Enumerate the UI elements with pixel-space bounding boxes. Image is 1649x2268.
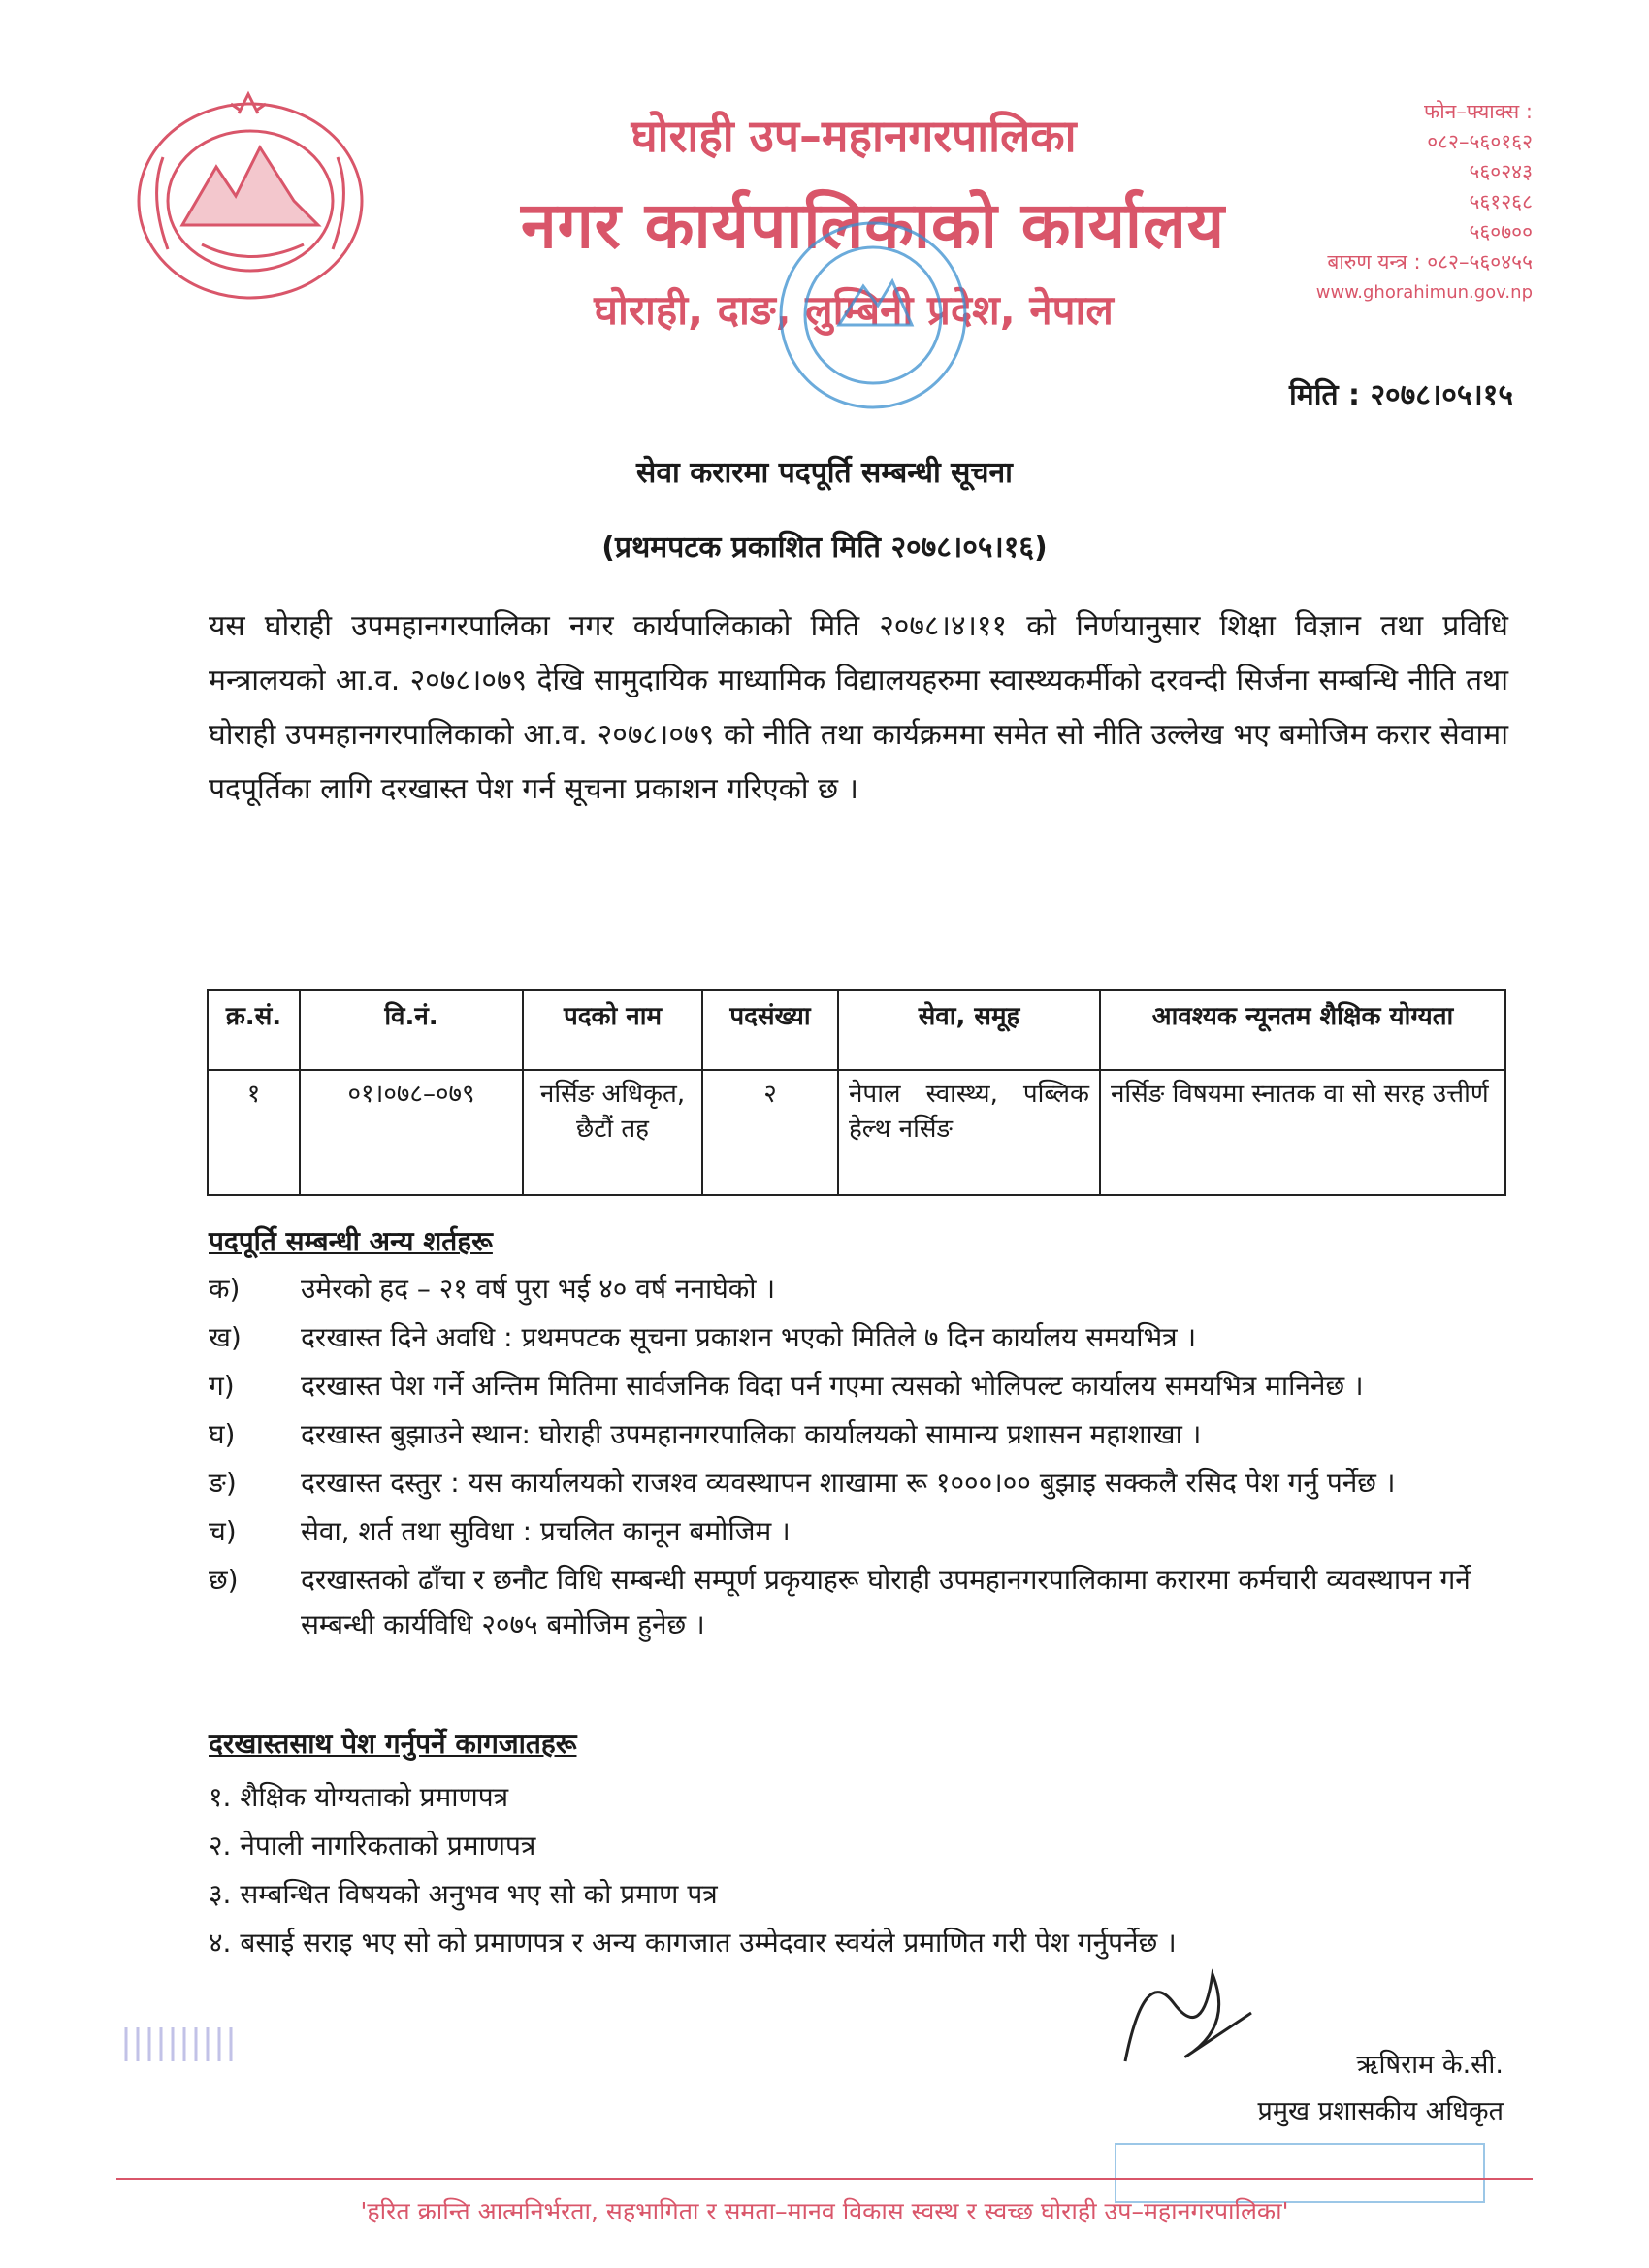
list-item [209,1461,1508,1506]
list-item [209,1558,1508,1647]
list-item [209,1364,1508,1409]
item-label: ग) [209,1370,235,1402]
contact-block [1300,97,1533,308]
cell-post: नर्सिङ अधिकृत, छैटौं तह [523,1070,702,1195]
phone-2: ५६०२४३ [1469,160,1533,183]
col-post: पदको नाम [523,990,702,1070]
documents-heading: दरखास्तसाथ पेश गर्नुपर्ने कागजातहरू [209,1728,577,1760]
phone-3: ५६१२६८ [1469,190,1533,213]
website-link[interactable]: www.ghorahimun.gov.np [1315,282,1533,303]
signatory-name: ऋषिराम के.सी. [1356,2050,1504,2080]
col-service: सेवा, समूह [838,990,1100,1070]
contact-label: फोन–फ्याक्स : [1424,100,1533,123]
item-text: दरखास्त दिने अवधि : प्रथमपटक सूचना प्रकाशन भएको मितिले ७ दिन कार्यालय समयभित्र । [301,1321,1197,1353]
item-label: क) [209,1273,241,1305]
cell-sn: १ [208,1070,300,1195]
list-item: ३. सम्बन्धित विषयको अनुभव भए सो को प्रमाण पत्र [209,1878,718,1910]
list-item [209,1315,1508,1360]
notice-subject: सेवा करारमा पदपूर्ति सम्बन्धी सूचना [636,456,1013,490]
documents-list [209,1773,1508,1967]
cell-qualification: नर्सिङ विषयमा स्नातक वा सो सरह उत्तीर्ण [1100,1070,1505,1195]
cell-adv-no: ०१।०७८–०७९ [300,1070,523,1195]
col-count: पदसंख्या [702,990,838,1070]
municipality-emblem [124,89,376,308]
item-label: घ) [209,1418,236,1450]
org-name-line1: घोराही उप–महानगरपालिका [630,110,1077,162]
col-adv-no: वि.नं. [300,990,523,1070]
footer-slogan: 'हरित क्रान्ति आत्मनिर्भरता, सहभागिता र समता–मानव विकास स्वस्थ र स्वच्छ घोराही उप–महानगरपालिका' [360,2197,1289,2225]
org-name-line2: नगर कार्यपालिकाको कार्यालय [521,188,1225,263]
item-label: ख) [209,1321,242,1353]
item-label: छ) [209,1564,239,1596]
office-seal-stamp [766,209,980,422]
conditions-section [209,1222,1508,1651]
list-item [209,1509,1508,1554]
list-item [209,1412,1508,1457]
notice-paragraph: यस घोराही उपमहानगरपालिका नगर कार्यपालिकाको मिति २०७८।४।११ को निर्णयानुसार शिक्षा विज्ञान तथा प्रविधि मन्त्रालयको आ.व. २०७८।०७९ देखि सामुदायिक माध्यामिक विद्यालयहरुमा स्वास्थ्यकर्मीको दरवन्दी सिर्जना सम्बन्धि नीति तथा घोराही उपमहानगरपालिकाको आ.व. २०७८।०७९ को नीति तथा कार्यक्रममा समेत सो नीति उल्लेख भए बमोजिम करार सेवामा पदपूर्तिका लागि दरखास्त पेश गर्न सूचना प्रकाशन गरिएको छ । [209,609,1508,806]
conditions-heading: पदपूर्ति सम्बन्धी अन्य शर्तहरू [209,1225,493,1257]
vacancy-table [207,989,1506,1196]
phone-1: ०८२–५६०१६२ [1427,130,1533,153]
item-text: दरखास्तको ढाँचा र छनौट विधि सम्बन्धी सम्पूर्ण प्रकृयाहरू घोराही उपमहानगरपालिकामा करारमा कर्मचारी व्यवस्थापन गर्ने सम्बन्धी कार्यविधि २०७५ बमोजिम हुनेछ । [301,1564,1471,1640]
list-item: ४. बसाई सराइ भए सो को प्रमाणपत्र र अन्य कागजात उम्मेदवार स्वयंले प्रमाणित गरी पेश गर्नुपर्नेछ । [209,1927,1177,1959]
col-sn: क्र.सं. [208,990,300,1070]
first-published-date: (प्रथमपटक प्रकाशित मिति २०७८।०५।१६) [601,531,1048,565]
org-address: घोराही, दाङ, लुम्बिनी प्रदेश, नेपाल [594,286,1114,334]
phone-4: ५६०७०० [1469,220,1533,243]
notice-date: मिति : २०७८।०५।१५ [1288,378,1513,412]
cell-service: नेपाल स्वास्थ्य, पब्लिक हेल्थ नर्सिङ [838,1070,1100,1195]
scan-smudge [116,2023,427,2066]
fire-phone: बारुण यन्त्र : ०८२–५६०४५५ [1327,250,1533,274]
table-header-row [208,990,1505,1070]
signatory-title: प्रमुख प्रशासकीय अधिकृत [1257,2096,1504,2126]
footer-divider [116,2178,1533,2180]
list-item [209,1267,1508,1312]
list-item: २. नेपाली नागरिकताको प्रमाणपत्र [209,1830,536,1862]
table-row [208,1070,1505,1195]
item-text: दरखास्त दस्तुर : यस कार्यालयको राजश्व व्यवस्थापन शाखामा रू १०००।०० बुझाइ सक्कलै रसिद पेश गर्नु पर्नेछ । [301,1467,1396,1499]
item-text: दरखास्त पेश गर्ने अन्तिम मितिमा सार्वजनिक विदा पर्न गएमा त्यसको भोलिपल्ट कार्यालय समयभित्र मानिनेछ । [301,1370,1364,1402]
item-text: सेवा, शर्त तथा सुविधा : प्रचलित कानून बमोजिम । [301,1515,791,1547]
item-text: उमेरको हद – २१ वर्ष पुरा भई ४० वर्ष ननाघेको । [301,1273,776,1305]
col-qualification: आवश्यक न्यूनतम शैक्षिक योग्यता [1100,990,1505,1070]
item-label: ङ) [209,1467,237,1499]
cell-count: २ [702,1070,838,1195]
list-item: १. शैक्षिक योग्यताको प्रमाणपत्र [209,1781,509,1813]
item-text: दरखास्त बुझाउने स्थान: घोराही उपमहानगरपालिका कार्यालयको सामान्य प्रशासन महाशाखा । [301,1418,1202,1450]
item-label: च) [209,1515,237,1547]
